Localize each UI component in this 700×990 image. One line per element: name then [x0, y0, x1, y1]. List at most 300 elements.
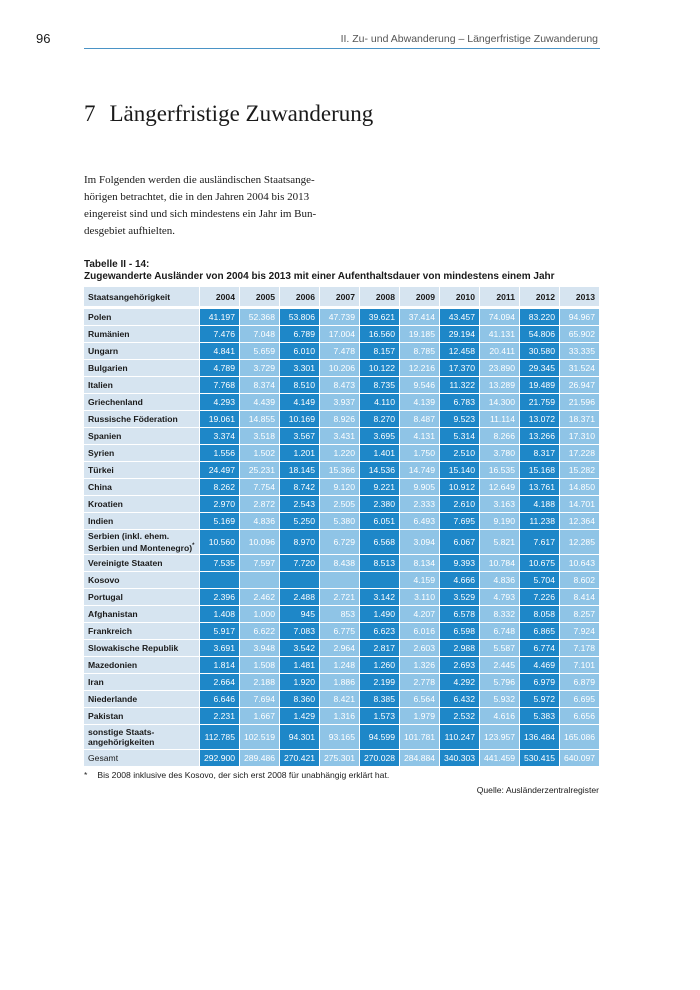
column-header-year: 2012: [520, 287, 560, 309]
table-cell: 530.415: [520, 750, 560, 767]
table-cell: 6.051: [360, 513, 400, 530]
row-label-text: Indien: [88, 516, 114, 526]
row-label-text: Niederlande: [88, 694, 138, 704]
column-header-year: 2010: [440, 287, 480, 309]
table-cell: 9.546: [400, 377, 440, 394]
data-table-container: [84, 287, 600, 767]
table-row: [84, 530, 600, 555]
table-cell: 2.693: [440, 657, 480, 674]
column-header-year: 2011: [480, 287, 520, 309]
table-cell: 6.067: [440, 530, 480, 555]
table-cell: 7.101: [560, 657, 600, 674]
row-label-text: Afghanistan: [88, 609, 138, 619]
table-cell: 10.169: [280, 411, 320, 428]
table-cell: 8.257: [560, 606, 600, 623]
table-cell: 17.310: [560, 428, 600, 445]
table-cell: 7.083: [280, 623, 320, 640]
table-cell: 8.262: [200, 479, 240, 496]
table-cell: 6.623: [360, 623, 400, 640]
row-label: [84, 394, 200, 411]
table-cell: 8.513: [360, 555, 400, 572]
row-label-text: Kroatien: [88, 499, 123, 509]
table-cell: 284.884: [400, 750, 440, 767]
table-cell: 6.432: [440, 691, 480, 708]
table-cell: 14.850: [560, 479, 600, 496]
table-cell: 5.314: [440, 428, 480, 445]
table-cell: 7.694: [240, 691, 280, 708]
row-label-text: Frankreich: [88, 626, 132, 636]
table-cell: 9.905: [400, 479, 440, 496]
row-label-text: Slowakische Republik: [88, 643, 179, 653]
footnote-text: Bis 2008 inklusive des Kosovo, der sich erst 2008 für unabhängig erklärt hat.: [97, 770, 390, 780]
table-cell: 15.282: [560, 462, 600, 479]
table-cell: 2.445: [480, 657, 520, 674]
table-cell: 94.967: [560, 309, 600, 326]
column-header-year: 2004: [200, 287, 240, 309]
table-cell: 289.486: [240, 750, 280, 767]
table-row: [84, 326, 600, 343]
table-cell: 7.478: [320, 343, 360, 360]
row-label: [84, 640, 200, 657]
table-cell: 12.216: [400, 360, 440, 377]
table-cell: 2.964: [320, 640, 360, 657]
table-cell: 7.617: [520, 530, 560, 555]
table-cell: 4.292: [440, 674, 480, 691]
column-header-year: 2008: [360, 287, 400, 309]
row-label: [84, 428, 200, 445]
table-cell: 1.979: [400, 708, 440, 725]
table-cell: 3.518: [240, 428, 280, 445]
row-label: [84, 530, 200, 555]
table-cell: 110.247: [440, 725, 480, 750]
table-cell: 270.028: [360, 750, 400, 767]
table-cell: 9.221: [360, 479, 400, 496]
table-cell: 6.695: [560, 691, 600, 708]
table-row: [84, 589, 600, 606]
table-cell: 11.114: [480, 411, 520, 428]
table-cell: 101.781: [400, 725, 440, 750]
table-cell: 14.855: [240, 411, 280, 428]
table-cell: 15.366: [320, 462, 360, 479]
row-label: [84, 691, 200, 708]
table-cell: 2.543: [280, 496, 320, 513]
table-row: [84, 360, 600, 377]
table-cell: 4.139: [400, 394, 440, 411]
table-cell: 31.524: [560, 360, 600, 377]
table-cell: 2.333: [400, 496, 440, 513]
table-cell: 7.754: [240, 479, 280, 496]
page-number: 96: [36, 31, 51, 46]
table-row: [84, 496, 600, 513]
table-cell: 19.061: [200, 411, 240, 428]
table-cell: 4.836: [480, 572, 520, 589]
row-label: [84, 360, 200, 377]
row-label-text: Polen: [88, 312, 112, 322]
table-cell: 13.761: [520, 479, 560, 496]
table-cell: 2.721: [320, 589, 360, 606]
table-cell: 41.197: [200, 309, 240, 326]
table-row: [84, 394, 600, 411]
table-cell: 1.490: [360, 606, 400, 623]
table-cell: [200, 572, 240, 589]
table-cell: 6.774: [520, 640, 560, 657]
table-cell: 14.536: [360, 462, 400, 479]
table-row: [84, 691, 600, 708]
row-label-text: Pakistan: [88, 711, 124, 721]
table-cell: 18.371: [560, 411, 600, 428]
table-cell: 1.201: [280, 445, 320, 462]
table-cell: 10.643: [560, 555, 600, 572]
row-label-text: Vereinigte Staaten: [88, 558, 163, 568]
table-cell: 5.250: [280, 513, 320, 530]
table-cell: 21.596: [560, 394, 600, 411]
table-row: [84, 674, 600, 691]
table-cell: 1.667: [240, 708, 280, 725]
table-cell: 4.159: [400, 572, 440, 589]
table-cell: 12.458: [440, 343, 480, 360]
table-cell: 39.621: [360, 309, 400, 326]
table-cell: 1.260: [360, 657, 400, 674]
table-cell: 8.785: [400, 343, 440, 360]
table-cell: 123.957: [480, 725, 520, 750]
table-cell: 5.383: [520, 708, 560, 725]
table-cell: 2.510: [440, 445, 480, 462]
table-cell: 9.190: [480, 513, 520, 530]
table-cell: 6.729: [320, 530, 360, 555]
table-cell: 102.519: [240, 725, 280, 750]
table-cell: 8.421: [320, 691, 360, 708]
table-cell: 10.096: [240, 530, 280, 555]
table-cell: 270.421: [280, 750, 320, 767]
table-row: [84, 377, 600, 394]
table-cell: 74.094: [480, 309, 520, 326]
table-cell: 4.439: [240, 394, 280, 411]
row-label: [84, 343, 200, 360]
table-cell: 7.768: [200, 377, 240, 394]
table-cell: 4.469: [520, 657, 560, 674]
row-label: [84, 572, 200, 589]
table-cell: 3.301: [280, 360, 320, 377]
row-label-text: Bulgarien: [88, 363, 128, 373]
row-label: [84, 462, 200, 479]
table-cell: 9.120: [320, 479, 360, 496]
table-row: [84, 462, 600, 479]
table-cell: 3.094: [400, 530, 440, 555]
table-cell: 136.484: [520, 725, 560, 750]
table-cell: 6.568: [360, 530, 400, 555]
table-row: [84, 657, 600, 674]
table-cell: 9.393: [440, 555, 480, 572]
table-cell: 2.532: [440, 708, 480, 725]
table-cell: 26.947: [560, 377, 600, 394]
table-cell: 8.270: [360, 411, 400, 428]
table-cell: 12.649: [480, 479, 520, 496]
table-cell: 7.178: [560, 640, 600, 657]
table-cell: 20.411: [480, 343, 520, 360]
table-row: [84, 725, 600, 750]
row-label: [84, 445, 200, 462]
table-cell: 8.266: [480, 428, 520, 445]
row-label-text: Kosovo: [88, 575, 120, 585]
table-cell: 5.917: [200, 623, 240, 640]
table-cell: 5.587: [480, 640, 520, 657]
table-cell: 3.431: [320, 428, 360, 445]
row-label: [84, 411, 200, 428]
table-cell: 8.385: [360, 691, 400, 708]
table-cell: 1.000: [240, 606, 280, 623]
row-label-text: Gesamt: [88, 753, 119, 763]
table-row: [84, 708, 600, 725]
table-cell: 21.759: [520, 394, 560, 411]
table-row: [84, 428, 600, 445]
table-cell: 6.789: [280, 326, 320, 343]
table-cell: 52.368: [240, 309, 280, 326]
table-cell: 2.872: [240, 496, 280, 513]
table-cell: 1.429: [280, 708, 320, 725]
table-cell: 17.228: [560, 445, 600, 462]
footnote-reference: *: [192, 543, 195, 550]
row-label: [84, 606, 200, 623]
table-cell: 2.817: [360, 640, 400, 657]
table-cell: 1.502: [240, 445, 280, 462]
table-cell: 1.316: [320, 708, 360, 725]
table-cell: 5.380: [320, 513, 360, 530]
row-label-text: Russische Föderation: [88, 414, 178, 424]
table-cell: 47.739: [320, 309, 360, 326]
table-cell: 8.360: [280, 691, 320, 708]
table-cell: 5.659: [240, 343, 280, 360]
table-cell: 7.476: [200, 326, 240, 343]
table-cell: 112.785: [200, 725, 240, 750]
table-cell: 7.597: [240, 555, 280, 572]
table-cell: 2.664: [200, 674, 240, 691]
table-cell: 4.207: [400, 606, 440, 623]
table-row: [84, 445, 600, 462]
table-cell: 441.459: [480, 750, 520, 767]
table-cell: 5.821: [480, 530, 520, 555]
table-cell: 1.248: [320, 657, 360, 674]
row-label-text: Griechenland: [88, 397, 143, 407]
table-cell: 1.556: [200, 445, 240, 462]
row-label: [84, 326, 200, 343]
table-cell: 15.140: [440, 462, 480, 479]
table-cell: 3.374: [200, 428, 240, 445]
row-label: [84, 674, 200, 691]
table-row: [84, 411, 600, 428]
table-cell: 29.194: [440, 326, 480, 343]
table-cell: 19.185: [400, 326, 440, 343]
row-label-text: Iran: [88, 677, 104, 687]
table-cell: 1.401: [360, 445, 400, 462]
table-cell: 6.016: [400, 623, 440, 640]
table-cell: 7.535: [200, 555, 240, 572]
running-header: II. Zu- und Abwanderung – Längerfristige Zuwanderung: [340, 33, 598, 45]
table-cell: 17.004: [320, 326, 360, 343]
table-cell: 23.890: [480, 360, 520, 377]
table-cell: 8.332: [480, 606, 520, 623]
table-cell: 1.814: [200, 657, 240, 674]
table-cell: 2.988: [440, 640, 480, 657]
table-cell: 93.165: [320, 725, 360, 750]
table-cell: 94.301: [280, 725, 320, 750]
table-cell: 6.010: [280, 343, 320, 360]
column-header-year: 2013: [560, 287, 600, 309]
table-cell: 1.886: [320, 674, 360, 691]
table-cell: 8.438: [320, 555, 360, 572]
row-label: [84, 708, 200, 725]
table-cell: 94.599: [360, 725, 400, 750]
table-title: Zugewanderte Ausländer von 2004 bis 2013 mit einer Aufenthaltsdauer von mindestens einem Jahr: [84, 271, 555, 282]
row-label: [84, 479, 200, 496]
table-cell: 24.497: [200, 462, 240, 479]
source-note: Quelle: Ausländerzentralregister: [476, 785, 599, 795]
table-cell: 8.058: [520, 606, 560, 623]
table-cell: 29.345: [520, 360, 560, 377]
table-cell: 9.523: [440, 411, 480, 428]
data-table: [84, 287, 600, 767]
table-cell: 8.742: [280, 479, 320, 496]
table-cell: 4.616: [480, 708, 520, 725]
table-cell: 5.169: [200, 513, 240, 530]
table-cell: 25.231: [240, 462, 280, 479]
table-cell: 1.220: [320, 445, 360, 462]
table-cell: 7.695: [440, 513, 480, 530]
table-cell: 13.289: [480, 377, 520, 394]
table-cell: 12.285: [560, 530, 600, 555]
table-cell: 853: [320, 606, 360, 623]
table-cell: [240, 572, 280, 589]
table-cell: 1.920: [280, 674, 320, 691]
table-cell: 2.380: [360, 496, 400, 513]
table-cell: 8.510: [280, 377, 320, 394]
table-cell: 8.602: [560, 572, 600, 589]
table-cell: 2.505: [320, 496, 360, 513]
table-row: [84, 572, 600, 589]
table-cell: 6.646: [200, 691, 240, 708]
row-label-text: Spanien: [88, 431, 122, 441]
table-cell: 4.789: [200, 360, 240, 377]
table-cell: 5.704: [520, 572, 560, 589]
table-cell: 8.317: [520, 445, 560, 462]
table-cell: 275.301: [320, 750, 360, 767]
table-cell: 5.796: [480, 674, 520, 691]
row-label: [84, 513, 200, 530]
chapter-title: [84, 101, 373, 127]
table-cell: 165.086: [560, 725, 600, 750]
table-row: [84, 640, 600, 657]
table-cell: 33.335: [560, 343, 600, 360]
table-cell: 6.783: [440, 394, 480, 411]
table-cell: 11.238: [520, 513, 560, 530]
table-cell: 2.462: [240, 589, 280, 606]
row-label: [84, 750, 200, 767]
table-cell: 7.720: [280, 555, 320, 572]
table-cell: 6.775: [320, 623, 360, 640]
table-cell: 1.750: [400, 445, 440, 462]
table-cell: 2.188: [240, 674, 280, 691]
table-cell: [320, 572, 360, 589]
table-cell: 2.396: [200, 589, 240, 606]
table-cell: 2.231: [200, 708, 240, 725]
table-cell: 6.656: [560, 708, 600, 725]
footnote-mark: *: [84, 770, 88, 780]
column-header-year: 2007: [320, 287, 360, 309]
table-row: [84, 479, 600, 496]
table-cell: 12.364: [560, 513, 600, 530]
table-cell: 8.134: [400, 555, 440, 572]
table-cell: 1.408: [200, 606, 240, 623]
table-header-row: [84, 287, 600, 309]
table-cell: 7.924: [560, 623, 600, 640]
table-cell: 8.735: [360, 377, 400, 394]
table-cell: 11.322: [440, 377, 480, 394]
table-cell: 14.749: [400, 462, 440, 479]
table-cell: 8.487: [400, 411, 440, 428]
table-row: [84, 555, 600, 572]
column-header-year: 2005: [240, 287, 280, 309]
table-cell: 1.326: [400, 657, 440, 674]
table-cell: 8.970: [280, 530, 320, 555]
table-cell: 1.508: [240, 657, 280, 674]
table-cell: 4.793: [480, 589, 520, 606]
row-label: [84, 725, 200, 750]
table-cell: [360, 572, 400, 589]
table-cell: 14.701: [560, 496, 600, 513]
table-cell: [280, 572, 320, 589]
table-cell: 8.926: [320, 411, 360, 428]
header-rule: [84, 48, 600, 49]
table-cell: 4.149: [280, 394, 320, 411]
table-cell: 7.048: [240, 326, 280, 343]
table-cell: 7.226: [520, 589, 560, 606]
table-cell: 6.979: [520, 674, 560, 691]
table-cell: 2.199: [360, 674, 400, 691]
table-cell: 3.948: [240, 640, 280, 657]
table-cell: 10.122: [360, 360, 400, 377]
table-cell: 10.784: [480, 555, 520, 572]
table-cell: 6.865: [520, 623, 560, 640]
row-label: [84, 309, 200, 326]
table-caption: [84, 259, 555, 283]
table-row: [84, 309, 600, 326]
row-label-text: Italien: [88, 380, 113, 390]
table-cell: 19.489: [520, 377, 560, 394]
table-cell: 37.414: [400, 309, 440, 326]
column-header-country: Staatsangehörigkeit: [84, 287, 200, 309]
table-row: [84, 750, 600, 767]
table-cell: 14.300: [480, 394, 520, 411]
row-label: [84, 589, 200, 606]
table-cell: 340.303: [440, 750, 480, 767]
table-cell: 6.748: [480, 623, 520, 640]
table-cell: 5.972: [520, 691, 560, 708]
row-label: [84, 623, 200, 640]
row-label-text: Ungarn: [88, 346, 119, 356]
table-cell: 4.841: [200, 343, 240, 360]
row-label-text: China: [88, 482, 112, 492]
row-label-text: Serbien (inkl. ehem. Serbien und Montenegro): [88, 531, 193, 553]
table-cell: 292.900: [200, 750, 240, 767]
table-cell: 8.157: [360, 343, 400, 360]
table-row: [84, 343, 600, 360]
table-cell: 3.691: [200, 640, 240, 657]
row-label-text: Mazedonien: [88, 660, 138, 670]
table-cell: 3.729: [240, 360, 280, 377]
row-label-text: Türkei: [88, 465, 114, 475]
table-body: [84, 309, 600, 767]
table-cell: 8.414: [560, 589, 600, 606]
table-cell: 30.580: [520, 343, 560, 360]
